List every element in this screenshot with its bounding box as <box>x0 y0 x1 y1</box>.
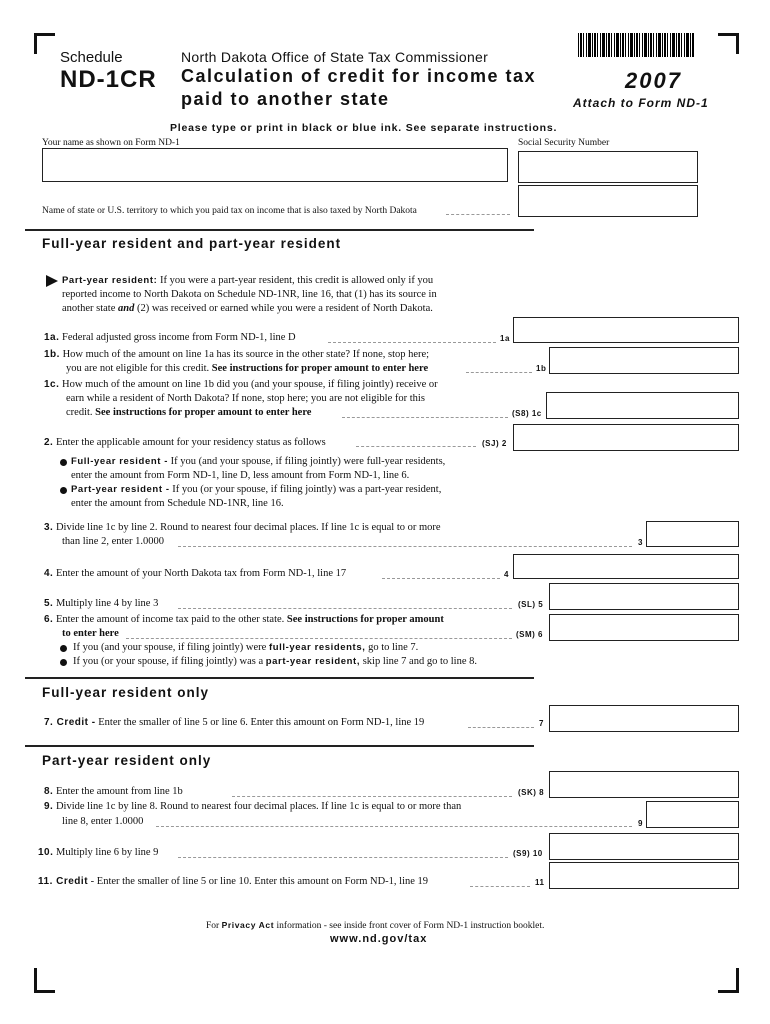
line-11-tag: 11 <box>535 878 545 887</box>
line-text: Enter the smaller of line 5 or line 6. Enter this amount on Form ND-1, line 19 <box>95 717 425 728</box>
line-2-input[interactable] <box>513 424 739 451</box>
agency-name: North Dakota Office of State Tax Commissioner <box>181 49 489 65</box>
privacy-text: information - see inside front cover of Form ND-1 instruction booklet. <box>274 921 545 931</box>
bullet-text: If you (and your spouse, if filing jointly) were full-year residents, <box>168 456 446 467</box>
website-link[interactable]: www.nd.gov/tax <box>330 933 428 945</box>
line-3-tag: 3 <box>638 538 643 547</box>
bullet-head: Part-year resident - <box>71 484 170 495</box>
part-year-note-line1 <box>62 274 433 288</box>
line-1a-input[interactable] <box>513 317 739 343</box>
line-1b-input[interactable] <box>549 347 739 374</box>
line-2-bullet-1-line1 <box>71 455 445 469</box>
bullet-icon <box>60 459 67 466</box>
bullet-icon <box>60 645 67 652</box>
leader-dots <box>382 578 500 579</box>
line-number: 1b. <box>44 349 60 360</box>
ssn-input[interactable] <box>518 151 698 183</box>
line-text: Enter the amount of income tax paid to the other state. <box>53 614 287 625</box>
line-1b-tag: 1b <box>536 364 547 373</box>
line-number: 6. <box>44 614 54 625</box>
leader-dots <box>342 417 508 418</box>
leader-dots <box>470 886 530 887</box>
line-4-label <box>44 567 346 581</box>
line-6-label-1 <box>44 613 444 627</box>
line-text: Divide line 1c by line 2. Round to nearest four decimal places. If line 1c is equal to or more <box>53 522 441 533</box>
bullet-emphasis: full-year residents, <box>268 642 366 653</box>
barcode <box>578 33 694 57</box>
bullet-text: go to line 7. <box>365 642 419 653</box>
line-instruction: See instructions for proper amount to enter here <box>95 407 312 418</box>
line-text: Enter the amount of your North Dakota tax from Form ND-1, line 17 <box>53 568 347 579</box>
ssn-label: Social Security Number <box>518 138 610 148</box>
line-1c-label-3 <box>66 406 311 420</box>
line-6-label-2: to enter here <box>62 628 119 639</box>
note-text: another state <box>62 303 118 314</box>
line-11-label <box>38 875 428 889</box>
line-text: Enter the amount from line 1b <box>53 786 183 797</box>
form-title-line1: Calculation of credit for income tax <box>181 66 537 86</box>
line-4-input[interactable] <box>513 554 739 579</box>
line-5-input[interactable] <box>549 583 739 610</box>
line-10-label <box>38 846 158 860</box>
line-9-tag: 9 <box>638 819 643 828</box>
privacy-note <box>206 918 544 933</box>
schedule-label: Schedule <box>60 49 123 66</box>
note-text: (2) was received or earned while you were a resident of North Dakota. <box>134 303 433 314</box>
line-number: 7. Credit - <box>44 717 96 728</box>
section-title-full-year-only: Full-year resident only <box>42 685 210 700</box>
section-divider <box>25 677 534 679</box>
line-1b-label-1 <box>44 348 429 362</box>
line-6-bullet-2 <box>73 655 477 669</box>
note-text: If you were a part-year resident, this credit is allowed only if you <box>157 275 434 286</box>
line-text: you are not eligible for this credit. <box>66 363 212 374</box>
line-6-bullet-1 <box>73 641 418 655</box>
line-text: credit. <box>66 407 96 418</box>
line-8-label <box>44 785 183 799</box>
leader-dots <box>156 826 632 827</box>
corner-mark-top-left <box>34 33 55 54</box>
bullet-text: If you (and your spouse, if filing jointly) were <box>73 642 269 653</box>
leader-dots <box>468 727 534 728</box>
privacy-act: Privacy Act <box>221 920 275 930</box>
section-title-full-and-part-year: Full-year resident and part-year resident <box>42 236 342 251</box>
line-text: Federal adjusted gross income from Form ND-1, line D <box>59 332 296 343</box>
line-1c-tag: (S8) 1c <box>512 409 542 418</box>
leader-dots <box>178 608 512 609</box>
line-number: 2. <box>44 437 54 448</box>
line-8-input[interactable] <box>549 771 739 798</box>
leader-dots <box>466 372 532 373</box>
bullet-text: skip line 7 and go to line 8. <box>360 656 478 667</box>
line-number: 9. <box>44 801 54 812</box>
leader-dots <box>178 546 632 547</box>
line-10-input[interactable] <box>549 833 739 860</box>
section-divider <box>25 745 534 747</box>
line-text: Enter the applicable amount for your residency status as follows <box>53 437 326 448</box>
line-4-tag: 4 <box>504 570 509 579</box>
line-text: How much of the amount on line 1a has its source in the other state? If none, stop here; <box>59 349 430 360</box>
line-number: 5. <box>44 598 54 609</box>
line-5-tag: (SL) 5 <box>518 600 544 609</box>
corner-mark-bottom-right <box>718 968 739 993</box>
line-9-label-2: line 8, enter 1.0000 <box>62 816 144 827</box>
line-2-bullet-1-line2: enter the amount from Form ND-1, line D, less amount from Form ND-1, line 6. <box>71 470 410 481</box>
tax-year: 2007 <box>625 68 682 93</box>
line-number: 8. <box>44 786 54 797</box>
line-instruction: See instructions for proper amount <box>286 614 444 625</box>
state-label: Name of state or U.S. territory to which you paid tax on income that is also taxed by North Dakota <box>42 206 417 216</box>
line-1c-label-1 <box>44 378 438 392</box>
part-year-note-line2: reported income to North Dakota on Schedule ND-1NR, line 16, that (1) has its source in <box>62 289 437 300</box>
corner-mark-bottom-left <box>34 968 55 993</box>
note-head: Part-year resident: <box>62 275 158 286</box>
line-6-input[interactable] <box>549 614 739 641</box>
line-5-label <box>44 597 158 611</box>
form-code: ND-1CR <box>60 66 157 93</box>
name-label: Your name as shown on Form ND-1 <box>42 138 180 148</box>
part-year-note-line3 <box>62 302 433 316</box>
line-text: Multiply line 4 by line 3 <box>53 598 159 609</box>
bullet-emphasis: part-year resident, <box>265 656 361 667</box>
line-1c-label-2: earn while a resident of North Dakota? If none, stop here; you are not eligible for this <box>66 393 425 404</box>
line-number: 3. <box>44 522 54 533</box>
bullet-icon <box>60 659 67 666</box>
leader-dots <box>126 638 512 639</box>
line-2-bullet-2-line2: enter the amount from Schedule ND-1NR, line 16. <box>71 498 284 509</box>
line-3-label-2: than line 2, enter 1.0000 <box>62 536 165 547</box>
line-7-tag: 7 <box>539 719 544 728</box>
line-9-label-1 <box>44 800 461 814</box>
bullet-head: Full-year resident - <box>71 456 168 467</box>
form-title-line2: paid to another state <box>181 89 390 109</box>
arrow-icon <box>46 275 58 287</box>
line-7-label <box>44 716 424 730</box>
line-text: Divide line 1c by line 8. Round to nearest four decimal places. If line 1c is equal to or more than <box>53 801 462 812</box>
line-3-label-1 <box>44 521 441 535</box>
line-6-tag: (SM) 6 <box>516 630 543 639</box>
line-9-input[interactable] <box>646 801 739 828</box>
section-divider <box>25 229 534 231</box>
line-text: - Enter the smaller of line 5 or line 10. Enter this amount on Form ND-1, line 19 <box>88 876 429 887</box>
leader-dots <box>356 446 476 447</box>
line-1b-label-2 <box>66 362 428 376</box>
line-number: 11. Credit <box>38 876 89 887</box>
leader-dots <box>328 342 496 343</box>
line-instruction: See instructions for proper amount to enter here <box>211 363 429 374</box>
line-1c-input[interactable] <box>546 392 739 419</box>
state-name-input[interactable] <box>518 185 698 217</box>
line-text: Multiply line 6 by line 9 <box>53 847 159 858</box>
line-number: 1c. <box>44 379 60 390</box>
line-2-tag: (SJ) 2 <box>482 439 507 448</box>
line-number: 10. <box>38 847 54 858</box>
section-title-part-year-only: Part-year resident only <box>42 753 212 768</box>
line-8-tag: (SK) 8 <box>518 788 545 797</box>
privacy-text: For <box>206 921 222 931</box>
attach-note: Attach to Form ND-1 <box>573 96 709 110</box>
bullet-text: If you (or your spouse, if filing jointly) was a part-year resident, <box>169 484 442 495</box>
line-1a-tag: 1a <box>500 334 510 343</box>
line-7-input[interactable] <box>549 705 739 732</box>
corner-mark-top-right <box>718 33 739 54</box>
line-3-input[interactable] <box>646 521 739 547</box>
line-number: 4. <box>44 568 54 579</box>
ink-instructions: Please type or print in black or blue ink. See separate instructions. <box>170 122 558 134</box>
line-2-label <box>44 436 326 450</box>
line-11-input[interactable] <box>549 862 739 889</box>
leader-dots <box>178 857 508 858</box>
bullet-icon <box>60 487 67 494</box>
leader-dots <box>446 214 510 215</box>
name-input[interactable] <box>42 148 508 182</box>
line-1a-label <box>44 331 296 345</box>
bullet-text: If you (or your spouse, if filing jointly) was a <box>73 656 266 667</box>
note-emphasis: and <box>117 303 135 314</box>
line-number: 1a. <box>44 332 60 343</box>
line-text: How much of the amount on line 1b did you (and your spouse, if filing jointly) receive or <box>59 379 438 390</box>
leader-dots <box>232 796 512 797</box>
line-10-tag: (S9) 10 <box>513 849 543 858</box>
line-2-bullet-2-line1 <box>71 483 441 497</box>
